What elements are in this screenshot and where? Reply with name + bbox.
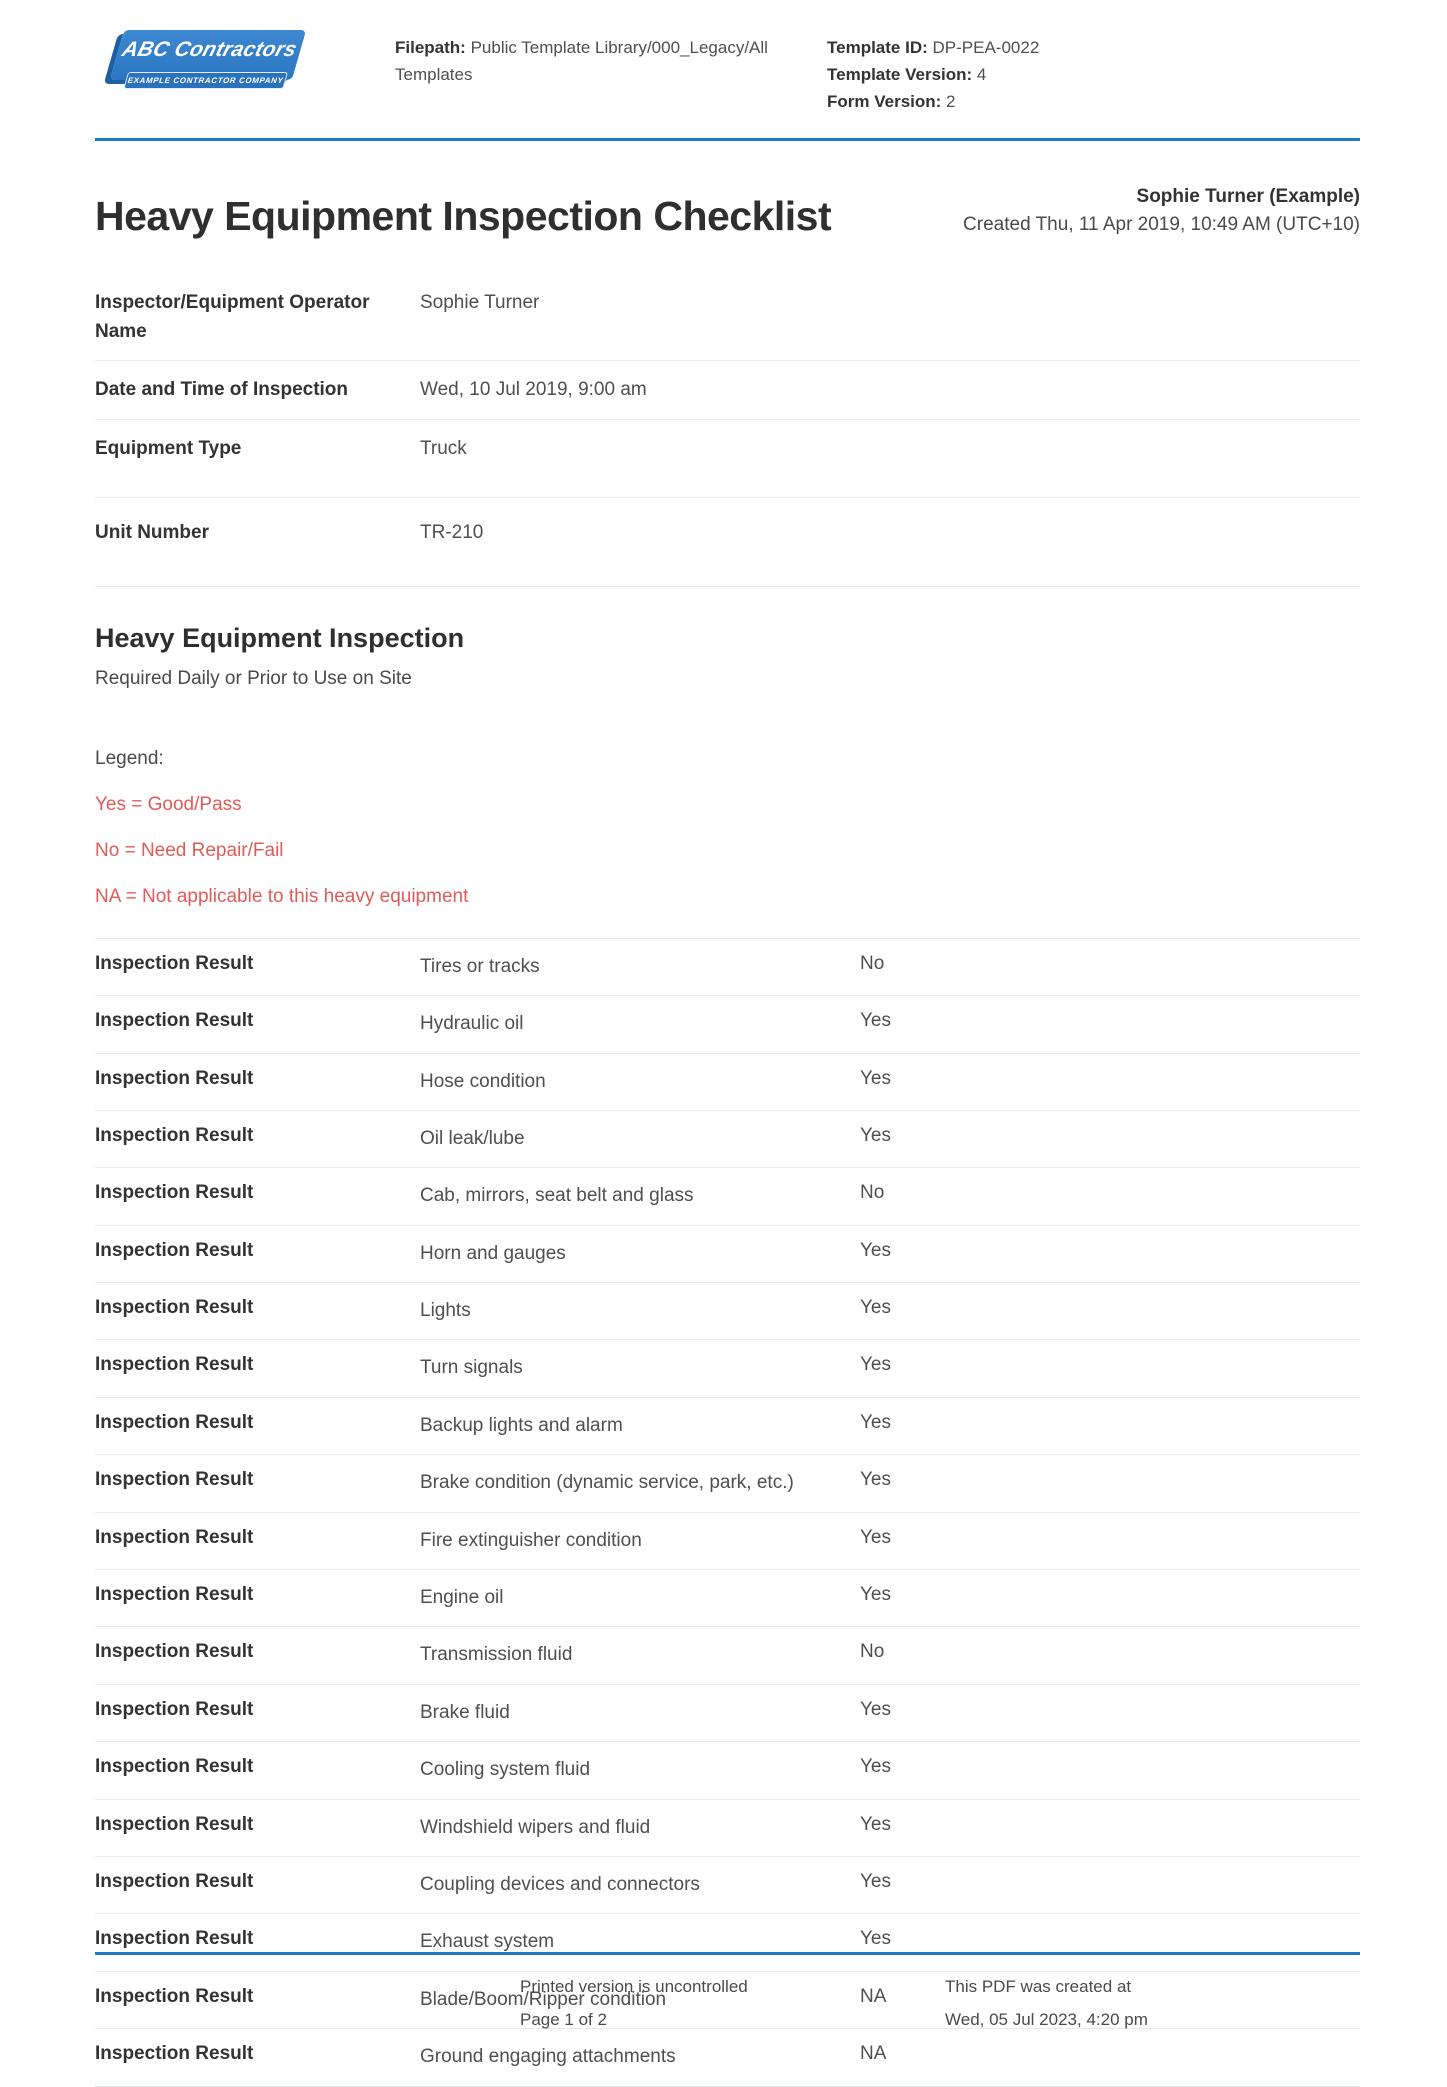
table-row — [95, 1340, 1360, 1397]
legend-item: No = Need Repair/Fail — [95, 839, 284, 861]
filepath-label: Filepath: — [395, 38, 466, 57]
row-result: Yes — [860, 1584, 891, 1606]
row-label: Inspection Result — [95, 1010, 254, 1032]
info-row — [95, 498, 1360, 586]
row-item: Tires or tracks — [420, 955, 540, 977]
created-info — [963, 183, 1360, 240]
filepath-value: Public Template Library/000_Legacy/All Templates — [395, 38, 768, 85]
row-item: Hydraulic oil — [420, 1013, 524, 1035]
row-label: Inspection Result — [95, 1297, 254, 1319]
info-row — [95, 420, 1360, 498]
row-result: Yes — [860, 1354, 891, 1376]
footer-created-date: Wed, 05 Jul 2023, 4:20 pm — [945, 2009, 1148, 2029]
row-result: Yes — [860, 1010, 891, 1032]
row-label: Inspection Result — [95, 1641, 254, 1663]
table-row — [95, 1168, 1360, 1225]
legend-label: Legend: — [95, 747, 164, 769]
row-result: Yes — [860, 1411, 891, 1433]
row-label: Inspection Result — [95, 1756, 254, 1778]
row-result: Yes — [860, 1297, 891, 1319]
section-heading: Heavy Equipment Inspection — [95, 622, 465, 653]
row-result: Yes — [860, 1067, 891, 1089]
logo-subtitle: EXAMPLE CONTRACTOR COMPANY — [123, 72, 288, 89]
template-version-line: Template Version: 4 — [827, 65, 987, 85]
table-row — [95, 1570, 1360, 1627]
row-item: Blade/Boom/Ripper condition — [420, 1988, 667, 2010]
table-row — [95, 996, 1360, 1053]
table-row — [95, 1111, 1360, 1168]
template-id-line: Template ID: DP-PEA-0022 — [827, 38, 1040, 57]
created-author: Sophie Turner (Example) — [1136, 185, 1360, 207]
table-row — [95, 1800, 1360, 1857]
row-result: Yes — [860, 1698, 891, 1720]
page-title: Heavy Equipment Inspection Checklist — [95, 193, 832, 240]
table-row — [95, 1857, 1360, 1914]
row-result: Yes — [860, 1526, 891, 1548]
row-item: Brake condition (dynamic service, park, etc.) — [420, 1472, 794, 1494]
info-value: Wed, 10 Jul 2019, 9:00 am — [420, 379, 647, 401]
row-item: Oil leak/lube — [420, 1127, 525, 1149]
info-label: Unit Number — [95, 522, 209, 544]
row-label: Inspection Result — [95, 1871, 254, 1892]
table-row — [95, 1742, 1360, 1799]
info-value: TR-210 — [420, 522, 484, 544]
row-item: Backup lights and alarm — [420, 1414, 623, 1436]
row-label: Inspection Result — [95, 1239, 254, 1261]
info-value: Sophie Turner — [420, 291, 540, 313]
table-row — [95, 1226, 1360, 1283]
row-item: Brake fluid — [420, 1701, 510, 1723]
section-subheading: Required Daily or Prior to Use on Site — [95, 667, 412, 689]
row-result: Yes — [860, 1756, 891, 1778]
logo-title: ABC Contractors — [119, 38, 300, 61]
table-row — [95, 1283, 1360, 1340]
table-row — [95, 939, 1360, 996]
table-row — [95, 1054, 1360, 1111]
row-item: Lights — [420, 1300, 471, 1322]
row-item: Cab, mirrors, seat belt and glass — [420, 1185, 694, 1207]
row-item: Transmission fluid — [420, 1644, 573, 1666]
footer-uncontrolled-note: Printed version is uncontrolled — [520, 1977, 748, 1997]
row-item: Turn signals — [420, 1357, 523, 1379]
inspection-table — [95, 938, 1360, 2087]
page-footer — [95, 1952, 1360, 2036]
template-meta — [827, 30, 1360, 116]
row-result: Yes — [860, 1813, 891, 1835]
row-label: Inspection Result — [95, 1411, 254, 1433]
info-table — [95, 274, 1360, 587]
created-date: Created Thu, 11 Apr 2019, 10:49 AM (UTC+10) — [963, 214, 1360, 236]
table-row — [95, 1685, 1360, 1742]
row-item: Exhaust system — [420, 1931, 555, 1953]
legend-item: Yes = Good/Pass — [95, 793, 242, 815]
row-label: Inspection Result — [95, 1124, 254, 1146]
title-row — [95, 183, 1360, 240]
row-item: Engine oil — [420, 1587, 504, 1609]
row-result: Yes — [860, 1871, 891, 1892]
row-result: NA — [860, 1985, 887, 2007]
row-label: Inspection Result — [95, 1469, 254, 1491]
row-item: Cooling system fluid — [420, 1759, 591, 1781]
footer-left — [520, 1971, 945, 2036]
info-label: Equipment Type — [95, 437, 242, 459]
info-label: Date and Time of Inspection — [95, 379, 349, 401]
legend-item: NA = Not applicable to this heavy equipment — [95, 885, 469, 907]
row-result: Yes — [860, 1239, 891, 1261]
row-label: Inspection Result — [95, 2043, 254, 2065]
table-row — [95, 2029, 1360, 2086]
row-label: Inspection Result — [95, 1928, 254, 1950]
row-item: Horn and gauges — [420, 1242, 566, 1264]
row-label: Inspection Result — [95, 1813, 254, 1835]
row-label: Inspection Result — [95, 1354, 254, 1376]
row-result: Yes — [860, 1124, 891, 1146]
page-header — [95, 0, 1360, 141]
table-row — [95, 1455, 1360, 1512]
row-result: No — [860, 952, 885, 974]
row-label: Inspection Result — [95, 1698, 254, 1720]
row-item: Hose condition — [420, 1070, 546, 1092]
info-row — [95, 274, 1360, 362]
row-result: NA — [860, 2043, 887, 2065]
logo-badge — [110, 30, 306, 85]
info-row — [95, 361, 1360, 419]
row-result: Yes — [860, 1928, 891, 1950]
info-value: Truck — [420, 437, 467, 459]
row-item: Ground engaging attachments — [420, 2046, 676, 2068]
footer-created-note: This PDF was created at — [945, 1977, 1132, 1997]
row-label: Inspection Result — [95, 1985, 254, 2007]
row-label: Inspection Result — [95, 1584, 254, 1606]
table-row — [95, 1398, 1360, 1455]
table-row — [95, 1627, 1360, 1684]
row-label: Inspection Result — [95, 1182, 254, 1204]
info-label: Inspector/Equipment Operator Name — [95, 291, 370, 342]
company-logo — [95, 30, 395, 85]
row-item: Windshield wipers and fluid — [420, 1816, 651, 1838]
row-label: Inspection Result — [95, 1067, 254, 1089]
row-label: Inspection Result — [95, 1526, 254, 1548]
row-item: Fire extinguisher condition — [420, 1529, 642, 1551]
row-result: No — [860, 1641, 885, 1663]
filepath — [395, 30, 827, 88]
form-version-line: Form Version: 2 — [827, 92, 956, 112]
footer-right — [945, 1971, 1360, 2036]
row-result: No — [860, 1182, 885, 1204]
row-result: Yes — [860, 1469, 891, 1491]
table-row — [95, 1513, 1360, 1570]
row-item: Coupling devices and connectors — [420, 1874, 700, 1895]
footer-page-number: Page 1 of 2 — [520, 2009, 607, 2029]
row-label: Inspection Result — [95, 952, 254, 974]
